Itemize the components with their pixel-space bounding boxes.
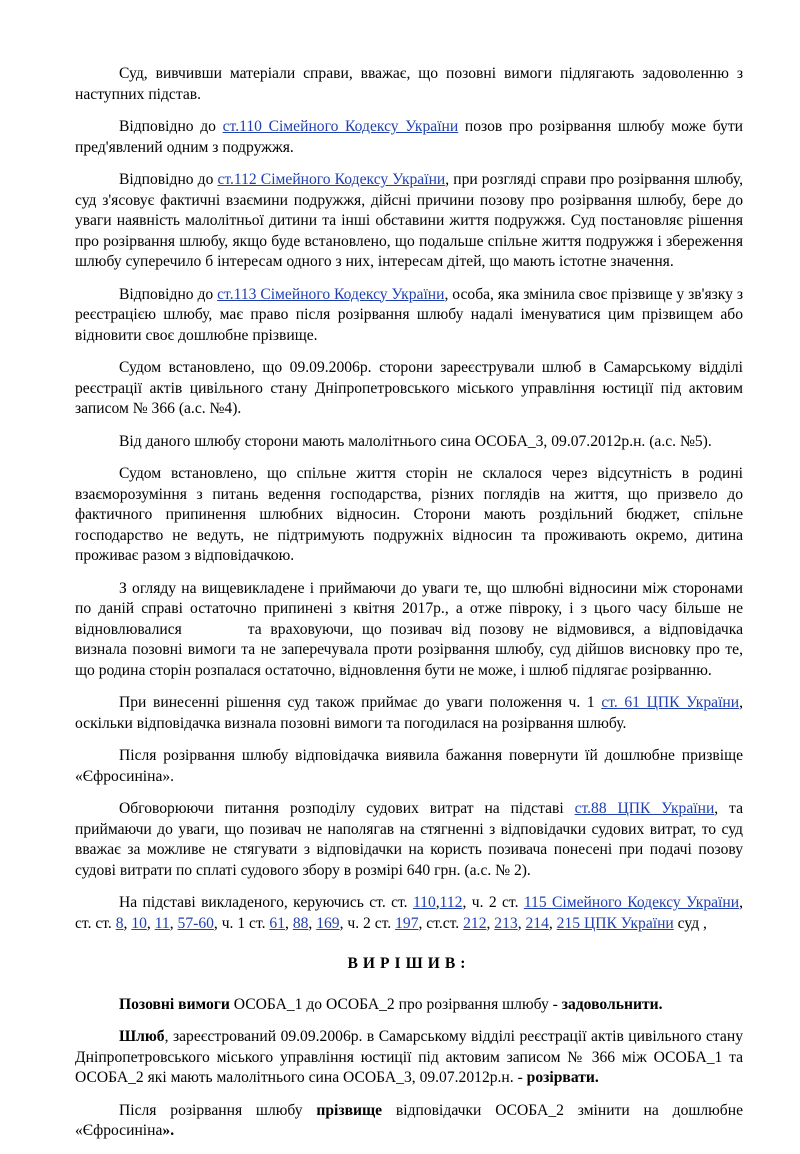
paragraph-text: З огляду на вищевикладене і приймаючи до уваги те, що шлюбні відносини між сторонами по даній справі остаточно припинені з квітня 2017р., а отже півроку, і з цього часу більше не відновлювалися bbox=[75, 579, 743, 638]
separator: , bbox=[548, 914, 557, 932]
resolution-1 bbox=[75, 995, 743, 1016]
separator: , bbox=[517, 914, 526, 932]
law-link-214[interactable]: 214 bbox=[525, 914, 549, 932]
paragraph-text: , зареєстрований 09.09.2006р. в Самарському відділі реєстрації актів цивільного стану Дніпропетровського міського управління юстиції під актовим записом № 366 між ОСОБА_1 та ОСОБА_2 які мають малолітнього сина ОСОБА_3, 09.07.2012р.н. - bbox=[75, 1028, 743, 1086]
separator: , bbox=[123, 914, 132, 932]
paragraph-text: Відповідно до bbox=[119, 171, 218, 188]
paragraph-text: , при розгляді справи про розірвання шлюбу, суд з'ясовує фактичні взаємини подружжя, дійсні причини позову про розірвання шлюбу, бере до уваги наявність малолітньої дитини та інші обставини життя подружжя. Суд постановляє рішення про розірвання шлюбу, якщо буде встановлено, що подальше спільне життя подружжя і збереження шлюбу суперечило б інтересам одного з них, інтересам дітей, що мають істотне значення. bbox=[75, 171, 744, 270]
paragraph-6: Від даного шлюбу сторони мають малолітнього сина ОСОБА_3, 09.07.2012р.н. (а.с. №5). bbox=[119, 432, 712, 450]
court-decision-document bbox=[75, 64, 743, 1154]
separator: , bbox=[146, 914, 155, 932]
paragraph-text: , ч. 1 ст. bbox=[213, 914, 270, 932]
bold-text: прізвище bbox=[316, 1101, 383, 1119]
paragraph-text: , ч. 2 ст. bbox=[462, 894, 524, 911]
resolution-3 bbox=[75, 1101, 743, 1142]
paragraph-1: Суд, вивчивши матеріали справи, вважає, що позовні вимоги підлягають задоволенню з наступних підстав. bbox=[75, 65, 743, 103]
paragraph-text: ОСОБА_1 до ОСОБА_2 про розірвання шлюбу - bbox=[229, 995, 562, 1013]
separator: , bbox=[308, 914, 317, 932]
law-link-art113[interactable]: ст.113 Сімейного Кодексу України bbox=[217, 285, 445, 303]
resolution-2 bbox=[75, 1027, 743, 1089]
paragraph-text: , ч. 2 ст. bbox=[339, 914, 396, 932]
paragraph-text: Відповідно до bbox=[119, 118, 223, 135]
paragraph-2 bbox=[75, 117, 743, 158]
bold-text: ». bbox=[162, 1122, 175, 1139]
paragraph-4 bbox=[75, 285, 743, 347]
law-link-8[interactable]: 8 bbox=[115, 914, 124, 932]
bold-text: Шлюб bbox=[119, 1028, 165, 1045]
paragraph-text: , ст. ст. bbox=[75, 894, 743, 932]
paragraph-text: , особа, яка змінила своє прізвище у зв'язку з реєстрацією шлюбу, має право після розірвання шлюбу надалі іменуватися цим прізвищем або відновити своє дошлюбне прізвище. bbox=[75, 285, 744, 344]
paragraph-5: Судом встановлено, що 09.09.2006р. сторони зареєстрували шлюб в Самарському відділі реєстрації актів цивільного стану Дніпропетровського міського управління юстиції під актовим записом № 366 (а.с. №4). bbox=[75, 359, 743, 417]
paragraph-11 bbox=[75, 799, 743, 881]
bold-text: задовольнити. bbox=[561, 995, 663, 1013]
law-link-57-60[interactable]: 57-60 bbox=[177, 914, 214, 932]
separator: , bbox=[486, 914, 495, 932]
paragraph-text: При винесенні рішення суд також приймає до уваги положення ч. 1 bbox=[119, 694, 602, 711]
paragraph-text: позов про розірвання шлюбу може бути пред'явлений одним з подружжя. bbox=[75, 118, 743, 156]
law-link-11[interactable]: 11 bbox=[154, 914, 170, 932]
paragraph-8 bbox=[75, 579, 743, 682]
paragraph-12 bbox=[75, 893, 743, 934]
paragraph-9 bbox=[75, 693, 743, 734]
paragraph-7: Судом встановлено, що спільне життя сторін не склалося через відсутність в родині взаєморозуміння з питань ведення господарства, різних поглядів на життя, що призвело до фактичного припинення шлюбних відносин. Сторони мають роздільний бюджет, спільне господарство не ведуть, не підтримують подружніх відносин та проживають окремо, дитина проживає разом з відповідачкою. bbox=[75, 465, 743, 564]
paragraph-text: , оскільки відповідачка визнала позовні вимоги та погодилася на розірвання шлюбу. bbox=[75, 694, 743, 732]
paragraph-3 bbox=[75, 170, 743, 273]
paragraph-text: суд , bbox=[673, 914, 707, 932]
separator: , bbox=[169, 914, 178, 932]
paragraph-10: Після розірвання шлюбу відповідачка виявила бажання повернути їй дошлюбне призвіще «Єфросиніна». bbox=[75, 747, 743, 785]
law-link-115[interactable]: 115 Сімейного Кодексу України bbox=[523, 894, 740, 911]
law-link-art112[interactable]: ст.112 Сімейного Кодексу України bbox=[217, 171, 446, 188]
paragraph-text: Відповідно до bbox=[119, 285, 218, 303]
decision-heading: ВИРІШИВ: bbox=[347, 955, 471, 972]
paragraph-text: , та приймаючи до уваги, що позивач не наполягав на стягненні з відповідачки судових витрат, то суд вважає за можливе не стягувати з відповідачки на користь позивача понесені при подачі позову судові витрати по сплаті судового збору в розмірі 640 грн. (а.с. № 2). bbox=[75, 800, 743, 879]
law-link-213[interactable]: 213 bbox=[494, 914, 518, 932]
bold-text: розірвати. bbox=[526, 1069, 599, 1086]
paragraph-text: На підставі викладеного, керуючись ст. ст. bbox=[119, 894, 413, 911]
law-link-110[interactable]: 110 bbox=[412, 894, 436, 911]
law-link-10[interactable]: 10 bbox=[131, 914, 147, 932]
paragraph-text: Після розірвання шлюбу bbox=[119, 1101, 317, 1119]
separator: , bbox=[285, 914, 293, 932]
law-link-art110[interactable]: ст.110 Сімейного Кодексу України bbox=[222, 118, 459, 135]
law-link-61[interactable]: 61 bbox=[269, 914, 286, 932]
law-link-112[interactable]: 112 bbox=[439, 894, 463, 911]
law-link-cpc88[interactable]: ст.88 ЦПК України bbox=[574, 800, 715, 817]
bold-text: Позовні вимоги bbox=[119, 995, 230, 1013]
law-link-212[interactable]: 212 bbox=[463, 914, 487, 932]
paragraph-text: , ст.ст. bbox=[418, 914, 464, 932]
paragraph-text: відповідачки ОСОБА_2 змінити на дошлюбне «Єфросиніна bbox=[75, 1101, 743, 1139]
law-link-88[interactable]: 88 bbox=[292, 914, 309, 932]
separator: , bbox=[435, 894, 440, 911]
paragraph-text: Обговорюючи питання розподілу судових витрат на підставі bbox=[119, 800, 575, 817]
paragraph-text: та враховуючи, що позивач від позову не відмовився, а відповідачка визнала позовні вимоги та не заперечувала проти розірвання шлюбу, суд дійшов висновку про те, що родина сторін розпалася остаточно, відновлення бути не може, і шлюб підлягає розірванню. bbox=[75, 620, 743, 679]
law-link-215[interactable]: 215 ЦПК України bbox=[556, 914, 674, 932]
law-link-197[interactable]: 197 bbox=[395, 914, 419, 932]
law-link-cpc61[interactable]: ст. 61 ЦПК України bbox=[601, 694, 740, 711]
law-link-169[interactable]: 169 bbox=[316, 914, 340, 932]
